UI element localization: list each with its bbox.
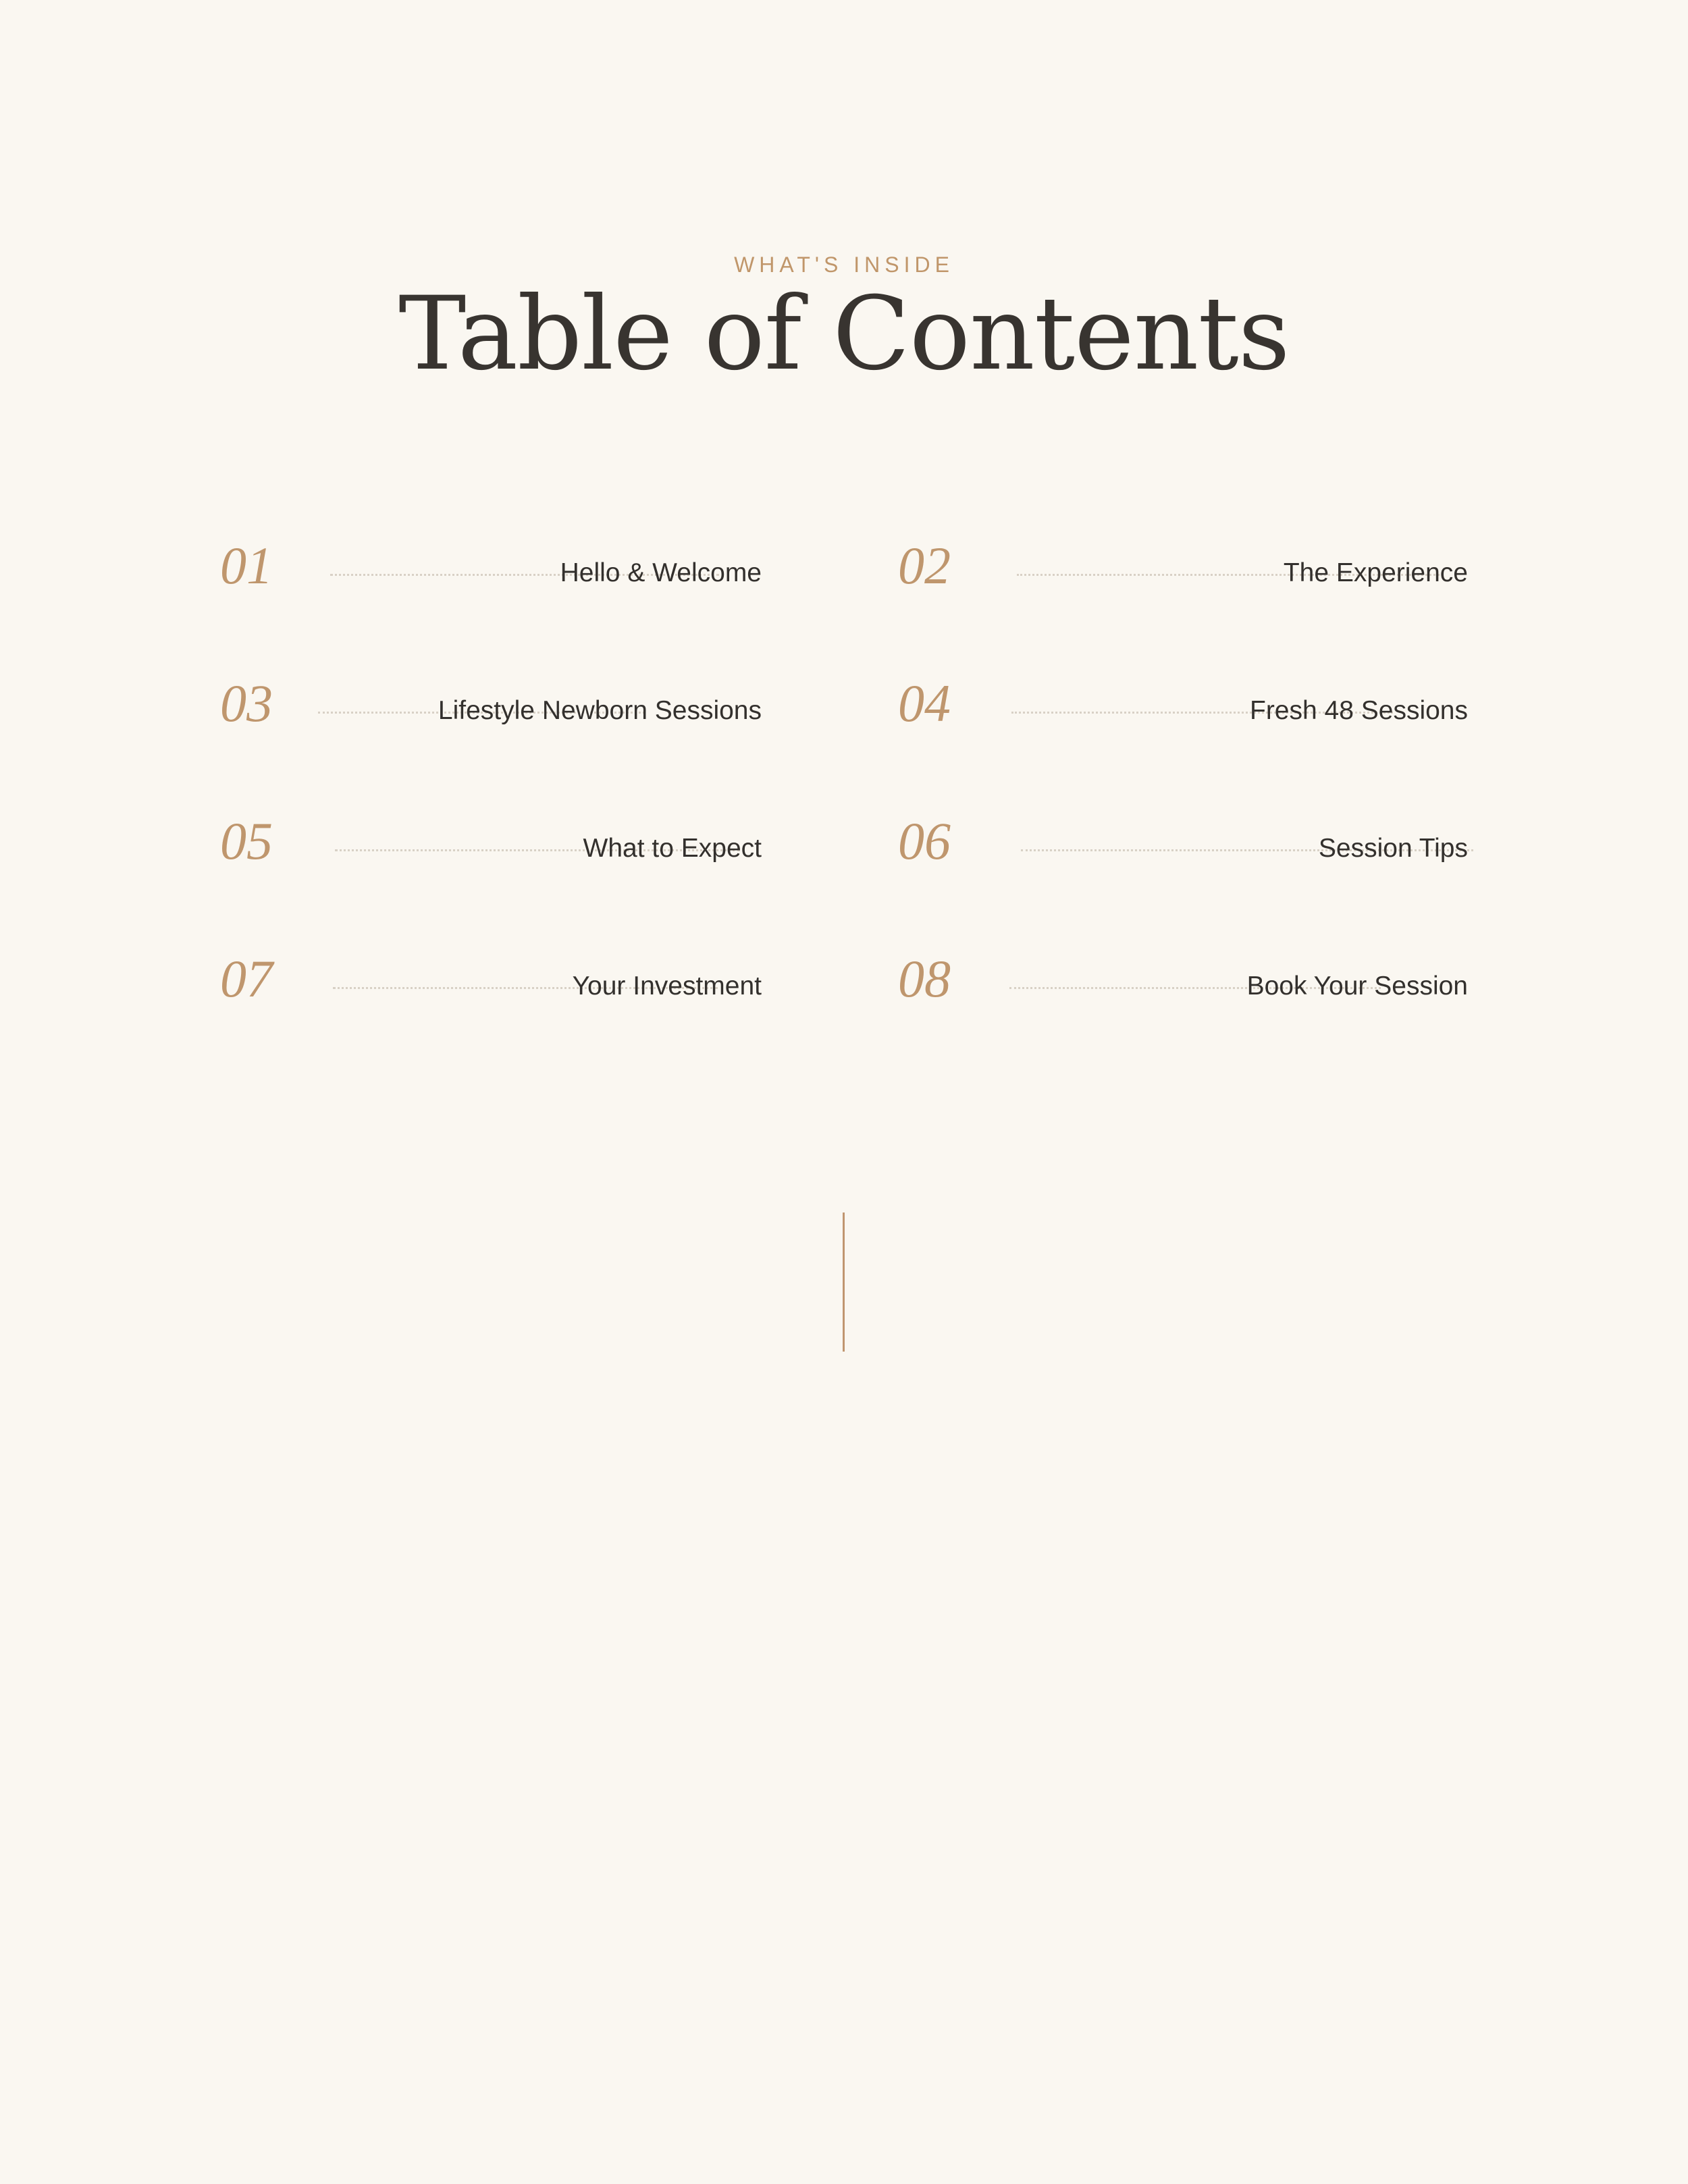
toc-item-label: Hello & Welcome [560, 558, 762, 587]
toc-item-07[interactable] [220, 945, 762, 1019]
toc-item-label: The Experience [1283, 558, 1468, 587]
toc-item-number: 07 [220, 949, 273, 1008]
toc-item-label: Fresh 48 Sessions [1250, 696, 1468, 725]
page-title: Table of Contents [398, 275, 1290, 393]
toc-item-number: 05 [220, 811, 273, 870]
toc-item-08[interactable] [898, 945, 1468, 1019]
toc-item-number: 01 [220, 536, 273, 595]
eyebrow-label: WHAT'S INSIDE [734, 252, 954, 277]
toc-item-number: 02 [898, 536, 951, 595]
toc-item-label: Book Your Session [1246, 971, 1468, 1001]
toc-item-number: 06 [898, 811, 951, 870]
toc-item-03[interactable] [220, 670, 762, 744]
toc-item-number: 04 [898, 674, 951, 733]
toc-item-06[interactable] [898, 807, 1468, 882]
toc-item-number: 03 [220, 674, 273, 733]
toc-item-label: Your Investment [572, 971, 762, 1001]
toc-item-number: 08 [898, 949, 951, 1008]
toc-item-label: Lifestyle Newborn Sessions [438, 696, 762, 725]
vertical-divider [843, 1213, 845, 1352]
toc-item-01[interactable] [220, 532, 762, 606]
toc-item-02[interactable] [898, 532, 1468, 606]
toc-item-label: Session Tips [1318, 834, 1468, 863]
toc-item-04[interactable] [898, 670, 1468, 744]
toc-item-05[interactable] [220, 807, 762, 882]
toc-item-label: What to Expect [583, 834, 762, 863]
